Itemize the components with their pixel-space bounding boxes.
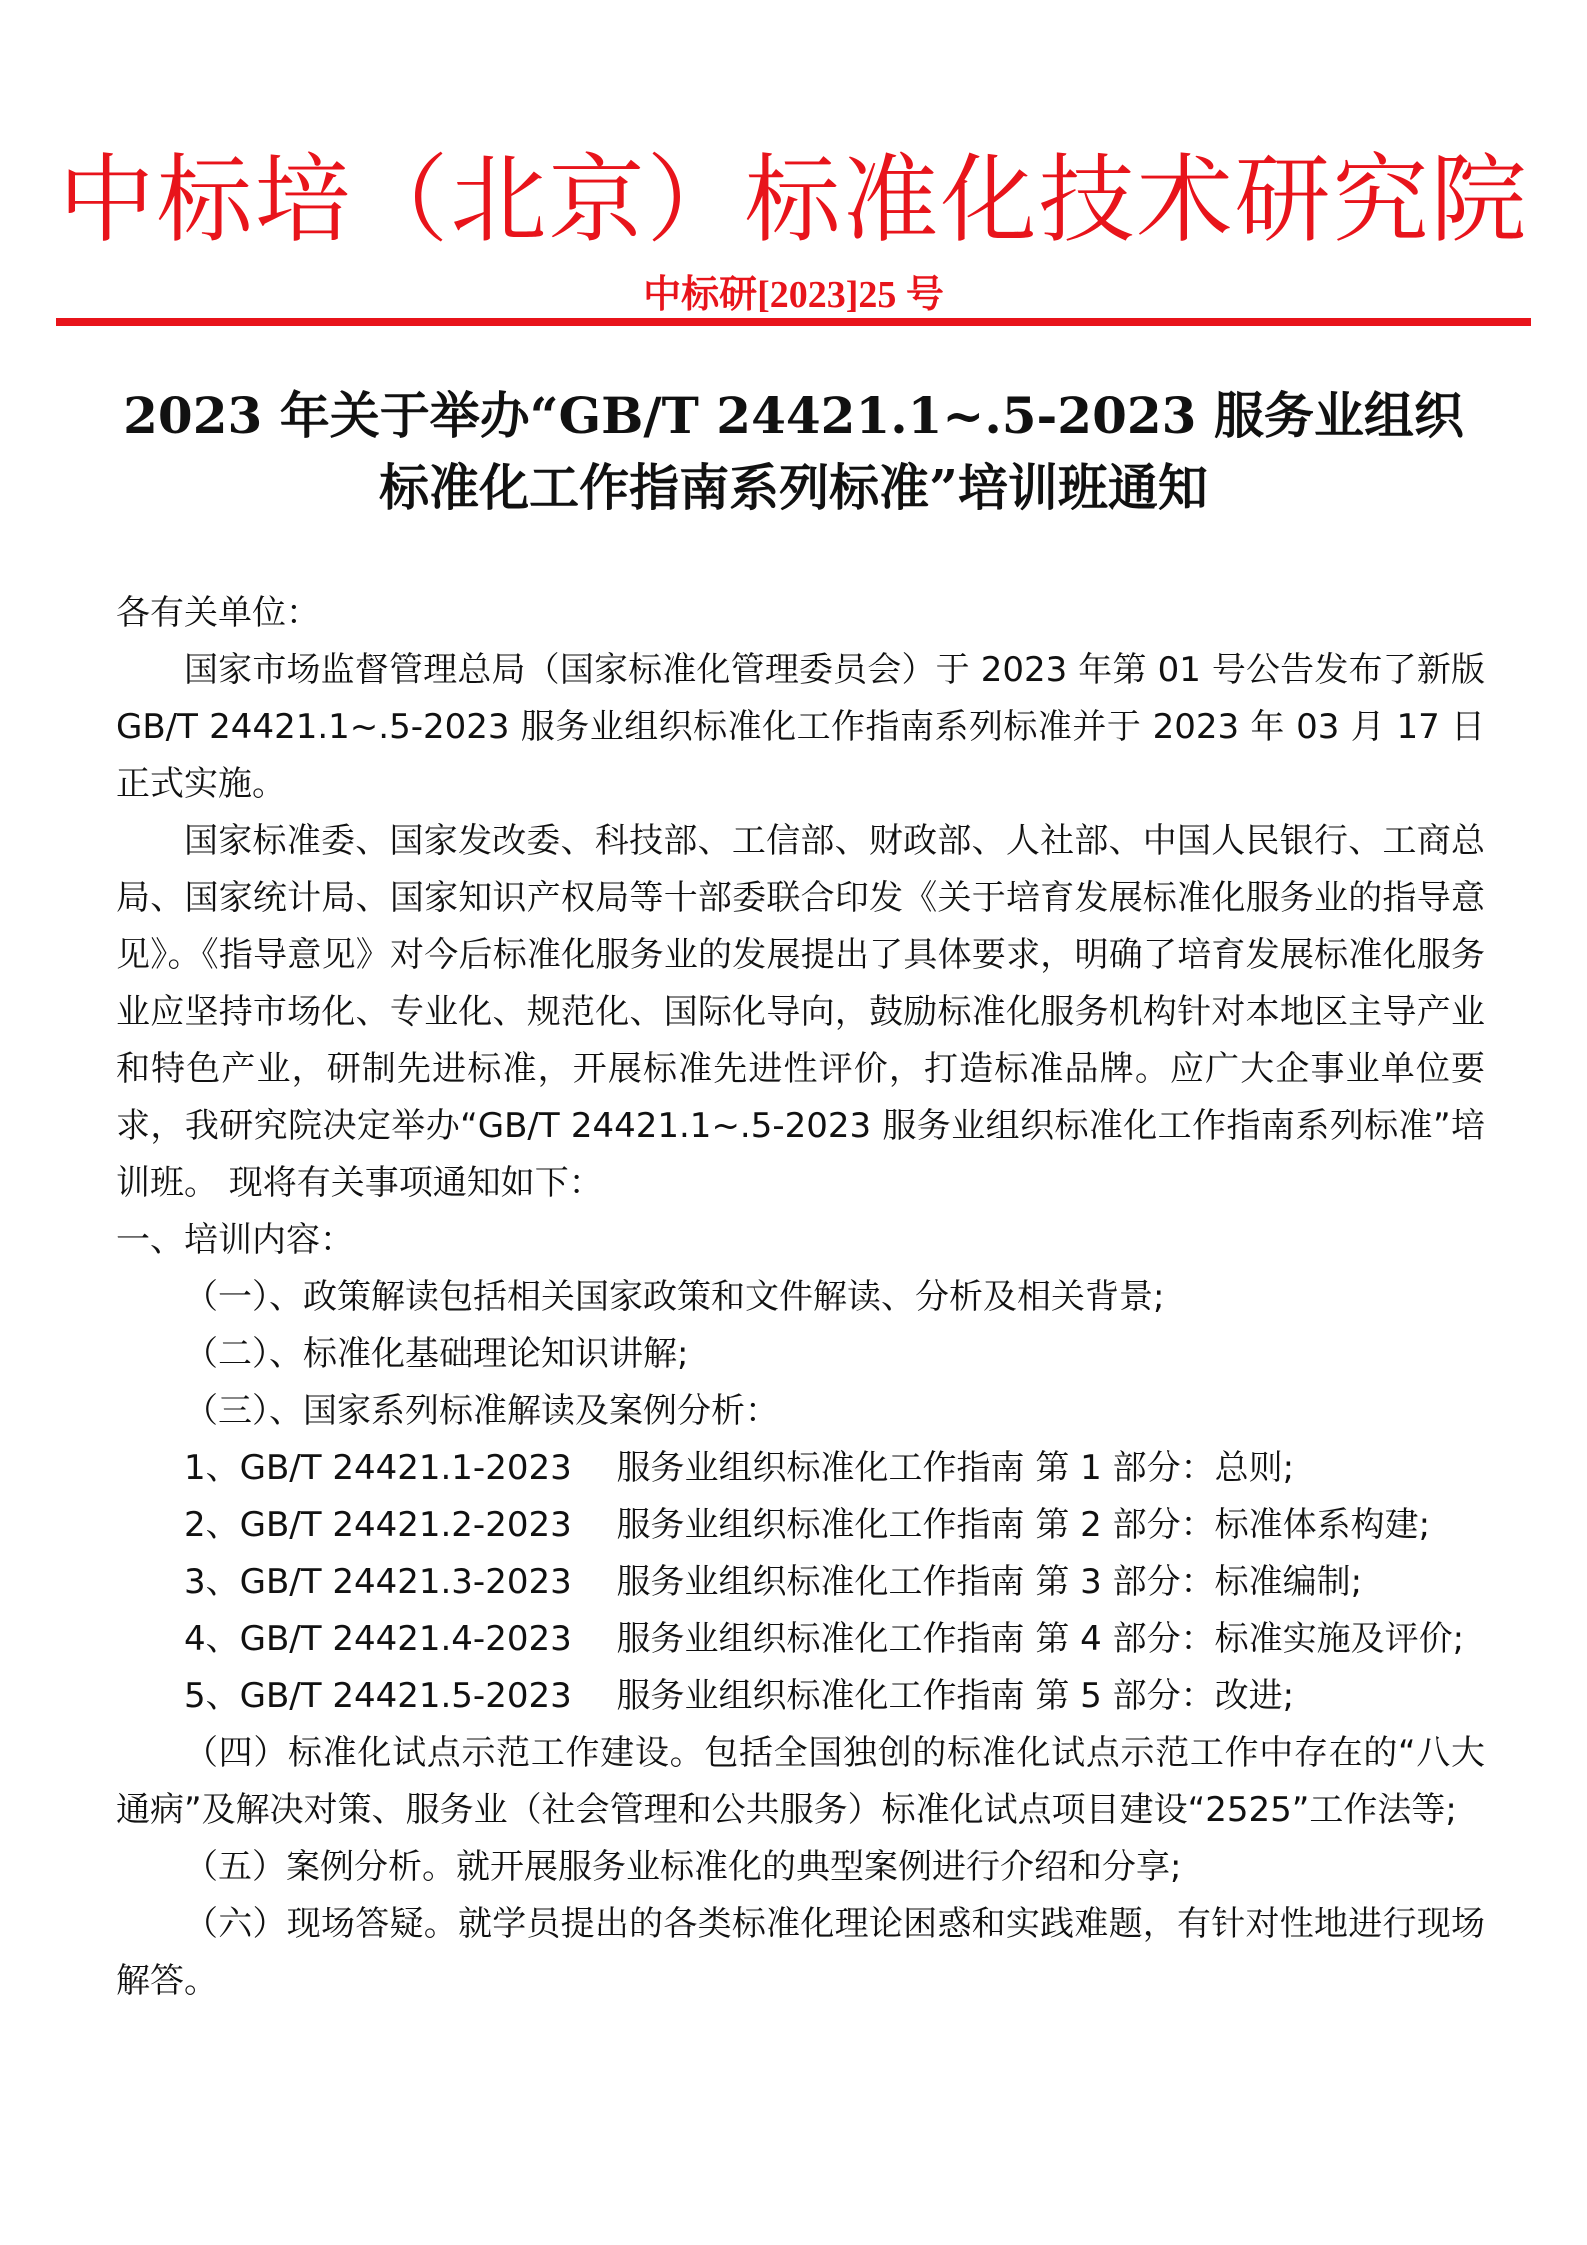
section-heading: 一、培训内容： bbox=[116, 1220, 354, 1260]
content-item-2: （二）、标准化基础理论知识讲解; bbox=[184, 1334, 689, 1374]
standard-item-3: 3、GB/T 24421.3-2023 服务业组织标准化工作指南 第 3 部分：标准编制; bbox=[184, 1562, 1363, 1602]
paragraph-1: 国家市场监督管理总局（国家标准化管理委员会）于 2023 年第 01 号公告发布了新版 GB/T 24421.1~.5-2023 服务业组织标准化工作指南系列标准并于 2023 年 03 月 17 日正式实施。 bbox=[116, 650, 1485, 804]
standard-item-2: 2、GB/T 24421.2-2023 服务业组织标准化工作指南 第 2 部分：标准体系构建; bbox=[184, 1505, 1431, 1545]
paragraph-2: 国家标准委、国家发改委、科技部、工信部、财政部、人社部、中国人民银行、工商总局、国家统计局、国家知识产权局等十部委联合印发《关于培育发展标准化服务业的指导意见》。《指导意见》对今后标准化服务业的发展提出了具体要求，明确了培育发展标准化服务业应坚持市场化、专业化、规范化、国际化导向，鼓励标准化服务机构针对本地区主导产业和特色产业，研制先进标准，开展标准先进性评价，打造标准品牌。应广大企事业单位要求，我研究院决定举办“GB/T 24421.1~.5-2023 服务业组织标准化工作指南系列标准”培训班。 现将有关事项通知如下： bbox=[116, 821, 1485, 1203]
content-item-3: （三）、国家系列标准解读及案例分析： bbox=[184, 1391, 779, 1431]
content-item-6: （六）现场答疑。就学员提出的各类标准化理论困惑和实践难题，有针对性地进行现场解答。 bbox=[116, 1904, 1485, 2001]
salutation: 各有关单位： bbox=[116, 593, 320, 633]
standard-item-4: 4、GB/T 24421.4-2023 服务业组织标准化工作指南 第 4 部分：标准实施及评价; bbox=[184, 1619, 1465, 1659]
standard-item-5: 5、GB/T 24421.5-2023 服务业组织标准化工作指南 第 5 部分：改进; bbox=[184, 1676, 1295, 1716]
standard-item-1: 1、GB/T 24421.1-2023 服务业组织标准化工作指南 第 1 部分：总则; bbox=[184, 1448, 1295, 1488]
content-item-5: （五）案例分析。就开展服务业标准化的典型案例进行介绍和分享; bbox=[184, 1847, 1182, 1887]
notice-title-line-2: 标准化工作指南系列标准”培训班通知 bbox=[379, 458, 1208, 517]
notice-body bbox=[116, 585, 1485, 2010]
notice-title-line-1: 2023 年关于举办“GB/T 24421.1~.5-2023 服务业组织 bbox=[123, 386, 1464, 445]
content-item-1: （一）、政策解读包括相关国家政策和文件解读、分析及相关背景; bbox=[184, 1277, 1165, 1317]
content-item-4: （四）标准化试点示范工作建设。包括全国独创的标准化试点示范工作中存在的“八大通病”及解决对策、服务业（社会管理和公共服务）标准化试点项目建设“2525”工作法等; bbox=[116, 1733, 1485, 1830]
red-divider-line bbox=[56, 318, 1531, 326]
org-title: 中标培（北京）标准化技术研究院 bbox=[58, 144, 1529, 256]
document-number: 中标研[2023]25 号 bbox=[643, 274, 944, 316]
